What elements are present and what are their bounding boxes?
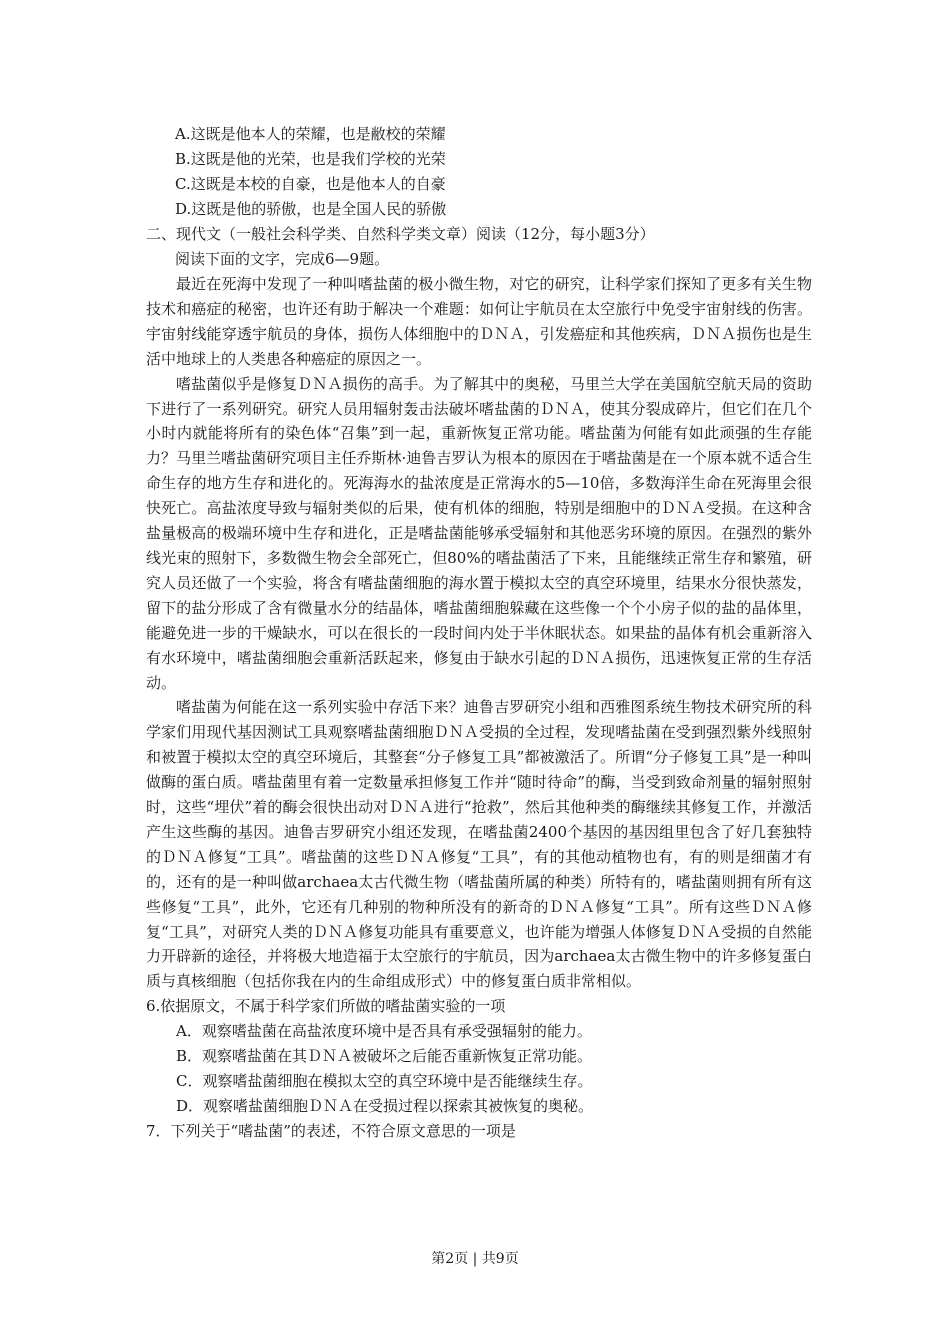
- passage-paragraph-3: 嗜盐菌为何能在这一系列实验中存活下来？迪鲁吉罗研究小组和西雅图系统生物技术研究所的科学家们用现代基因测试工具观察嗜盐菌细胞ＤＮＡ受损的全过程，发现嗜盐菌在受到强烈紫外线照射和被置于模拟太空的真空环境后，其整套“分子修复工具”都被激活了。所谓“分子修复工具”是一种叫做酶的蛋白质。嗜盐菌里有着一定数量承担修复工作并“随时待命”的酶，当受到致命剂量的辐射照射时，这些“埋伏”着的酶会很快出动对ＤＮＡ进行“抢救”，然后其他种类的酶继续其修复工作，并激活产生这些酶的基因。迪鲁吉罗研究小组还发现，在嗜盐菌2400个基因的基因组里包含了好几套独特的ＤＮＡ修复“工具”。嗜盐菌的这些ＤＮＡ修复“工具”，有的其他动植物也有，有的则是细菌才有的，还有的是一种叫做archaea太古代微生物（嗜盐菌所属的种类）所特有的，嗜盐菌则拥有所有这些修复“工具”，此外，它还有几种别的物种所没有的新奇的ＤＮＡ修复“工具”。所有这些ＤＮＡ修复“工具”，对研究人类的ＤＮＡ修复功能具有重要意义，也许能为增强人体修复ＤＮＡ受损的自然能力开辟新的途径，并将极大地造福于太空旅行的宇航员，因为archaea太古微生物中的许多修复蛋白质与真核细胞（包括你我在内的生命组成形式）中的修复蛋白质非常相似。: [146, 698, 812, 991]
- question-6-option-d: D．观察嗜盐菌细胞ＤＮＡ在受损过程以探索其被恢复的奥秘。: [176, 1097, 594, 1116]
- passage-paragraph-2: 嗜盐菌似乎是修复ＤＮＡ损伤的高手。为了解其中的奥秘，马里兰大学在美国航空航天局的资助下进行了一系列研究。研究人员用辐射轰击法破坏嗜盐菌的ＤＮＡ，使其分裂成碎片，但它们在几个小时内就能将所有的染色体“召集”到一起，重新恢复正常功能。嗜盐菌为何能有如此顽强的生存能力？马里兰嗜盐菌研究项目主任乔斯林·迪鲁吉罗认为根本的原因在于嗜盐菌是在一个原本就不适合生命生存的地方生存和进化的。死海海水的盐浓度是正常海水的5—10倍，多数海洋生命在死海里会很快死亡。高盐浓度导致与辐射类似的后果，使有机体的细胞，特别是细胞中的ＤＮＡ受损。在这种含盐量极高的极端环境中生存和进化，正是嗜盐菌能够承受辐射和其他恶劣环境的原因。在强烈的紫外线光束的照射下，多数微生物会全部死亡，但80%的嗜盐菌活了下来，且能继续正常生存和繁殖，研究人员还做了一个实验，将含有嗜盐菌细胞的海水置于模拟太空的真空环境里，结果水分很快蒸发，留下的盐分形成了含有微量水分的结晶体，嗜盐菌细胞躲藏在这些像一个个小房子似的盐的晶体里，能避免进一步的干燥缺水，可以在很长的一段时间内处于半休眠状态。如果盐的晶体有机会重新溶入有水环境中，嗜盐菌细胞会重新活跃起来，修复由于缺水引起的ＤＮＡ损伤，迅速恢复正常的生存活动。: [146, 374, 812, 692]
- question-7: [146, 1119, 812, 1144]
- question-6-stem: 6.依据原文，不属于科学家们所做的嗜盐菌实验的一项: [146, 997, 506, 1016]
- question-7-stem: 7．下列关于“嗜盐菌”的表述，不符合原文意思的一项是: [146, 1122, 516, 1141]
- option-d: D.这既是他的骄傲，也是全国人民的骄傲: [175, 200, 447, 218]
- question-6: [146, 994, 812, 1119]
- reading-passage: [146, 272, 812, 994]
- passage-paragraph-1: 最近在死海中发现了一种叫嗜盐菌的极小微生物，对它的研究，让科学家们探知了更多有关生物技术和癌症的秘密，也许还有助于解决一个难题：如何让宇航员在太空旅行中免受宇宙射线的伤害。宇宙射线能穿透宇航员的身体，损伤人体细胞中的ＤＮＡ，引发癌症和其他疾病，ＤＮＡ损伤也是生活中地球上的人类患各种癌症的原因之一。: [146, 275, 812, 368]
- option-a: A.这既是他本人的荣耀，也是敝校的荣耀: [175, 125, 446, 143]
- section-title: 二、现代文（一般社会科学类、自然科学类文章）阅读（12分，每小题3分）: [146, 225, 655, 243]
- page-content: [146, 122, 812, 1144]
- question-6-option-c: C．观察嗜盐菌细胞在模拟太空的真空环境中是否能继续生存。: [176, 1072, 593, 1091]
- reading-instruction: 阅读下面的文字，完成6—9题。: [175, 250, 390, 268]
- previous-question-options: [146, 122, 812, 222]
- question-6-option-a: A．观察嗜盐菌在高盐浓度环境中是否具有承受强辐射的能力。: [176, 1022, 592, 1041]
- page-footer: 第2页 | 共9页: [431, 1251, 519, 1267]
- option-c: C.这既是本校的自豪，也是他本人的自豪: [175, 175, 446, 193]
- option-b: B.这既是他的光荣，也是我们学校的光荣: [175, 150, 446, 168]
- question-6-option-b: B．观察嗜盐菌在其ＤＮＡ被破坏之后能否重新恢复正常功能。: [176, 1047, 593, 1066]
